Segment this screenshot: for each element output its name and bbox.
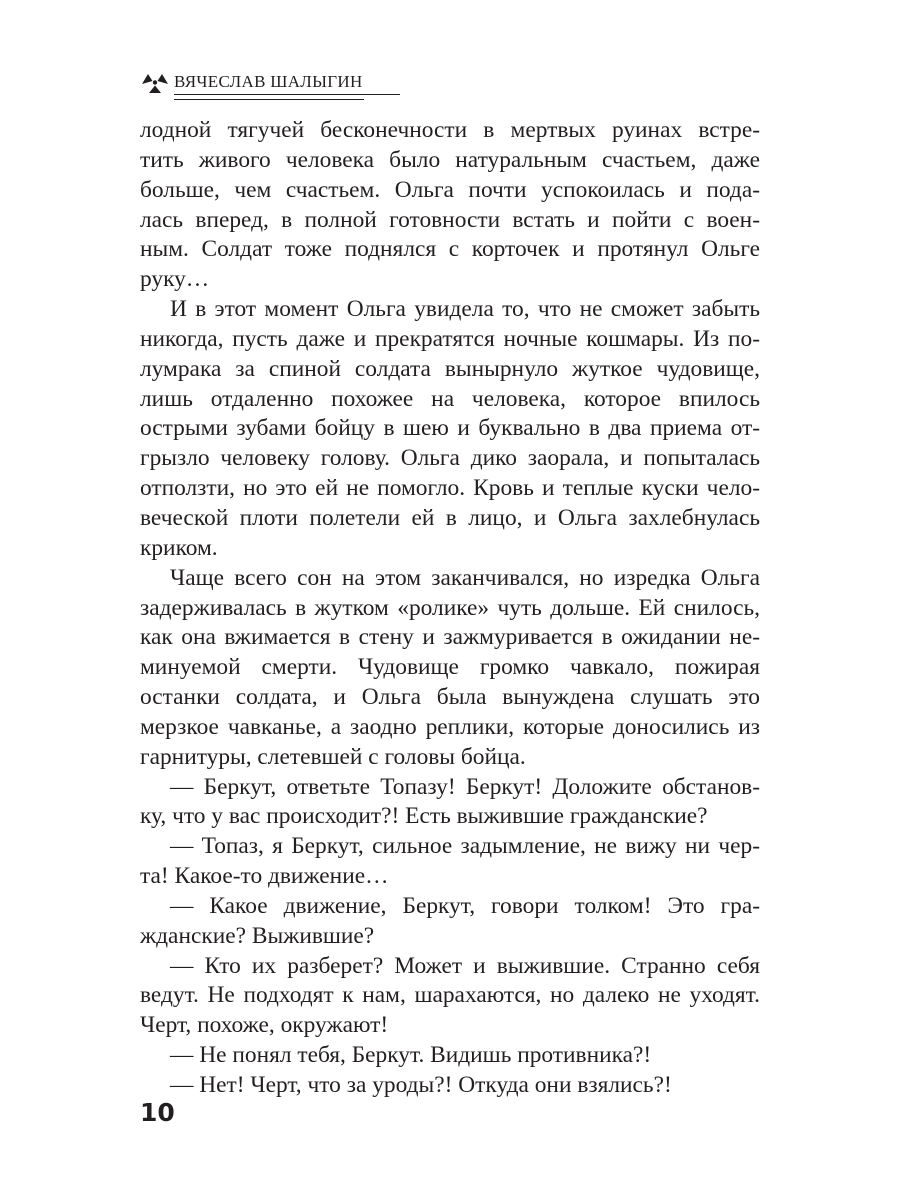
dialogue-paragraph bbox=[140, 773, 760, 833]
running-head bbox=[140, 68, 400, 100]
text-line: криком. bbox=[140, 534, 218, 561]
paragraph bbox=[140, 116, 760, 295]
text-line: — Какое движение, Беркут, говори толком! Это гра- bbox=[170, 892, 760, 919]
text-line: ным. Солдат тоже поднялся с корточек и протянул Ольге bbox=[140, 236, 760, 263]
text-line: та! Какое-то движение… bbox=[140, 863, 389, 890]
header-rule-secondary bbox=[174, 99, 364, 100]
dialogue-paragraph bbox=[140, 1041, 760, 1071]
text-line: Черт, похоже, окружают! bbox=[140, 1012, 389, 1039]
text-line: задерживалась в жутком «ролике» чуть дольше. Ей снилось, bbox=[140, 594, 760, 621]
paragraph bbox=[140, 295, 760, 564]
text-line: ку, что у вас происходит?! Есть выжившие гражданские? bbox=[140, 803, 708, 830]
text-line: отползти, но это ей не помогло. Кровь и теплые куски чело- bbox=[140, 475, 760, 502]
text-line: — Не понял тебя, Беркут. Видишь противника?! bbox=[170, 1042, 652, 1069]
text-line: веческой плоти полетели ей в лицо, и Ольга захлебнулась bbox=[140, 504, 760, 531]
text-line: грызло человеку голову. Ольга дико заорала, и попыталась bbox=[140, 445, 760, 472]
dialogue-paragraph bbox=[140, 1071, 760, 1101]
text-line: ведут. Не подходят к нам, шарахаются, но далеко не уходят. bbox=[140, 982, 760, 1009]
text-line: — Топаз, я Беркут, сильное задымление, не вижу ни чер- bbox=[170, 833, 760, 860]
text-line: никогда, пусть даже и прекратятся ночные кошмары. Из по- bbox=[140, 325, 760, 352]
text-line: тить живого человека было натуральным счастьем, даже bbox=[140, 146, 760, 173]
radiation-trefoil-icon bbox=[140, 70, 170, 96]
body-text bbox=[140, 116, 760, 1101]
text-line: мерзкое чавканье, а заодно реплики, которые доносились из bbox=[140, 713, 760, 740]
text-line: лодной тягучей бесконечности в мертвых руинах встре- bbox=[140, 117, 760, 143]
text-line: как она вжимается в стену и зажмуривается в ожидании не- bbox=[140, 624, 760, 651]
dialogue-paragraph bbox=[140, 892, 760, 952]
text-line: лишь отдаленно похожее на человека, которое впилось bbox=[140, 385, 760, 412]
text-line: — Кто их разберет? Может и выжившие. Странно себя bbox=[170, 952, 760, 979]
text-line: лумрака за спиной солдата вынырнуло жуткое чудовище, bbox=[140, 355, 760, 382]
text-line: — Беркут, ответьте Топазу! Беркут! Доложите обстанов- bbox=[170, 773, 760, 800]
text-line: острыми зубами бойцу в шею и буквально в два приема от- bbox=[140, 415, 760, 442]
header-rule bbox=[174, 94, 400, 95]
text-line: минуемой смерти. Чудовище громко чавкало, пожирая bbox=[140, 654, 760, 681]
paragraph bbox=[140, 564, 760, 773]
dialogue-paragraph bbox=[140, 952, 760, 1042]
page-number: 10 bbox=[140, 1098, 175, 1127]
text-line: останки солдата, и Ольга была вынуждена слушать это bbox=[140, 684, 760, 711]
text-line: руку… bbox=[140, 266, 210, 293]
author-name: ВЯЧЕСЛАВ ШАЛЫГИН bbox=[174, 72, 363, 91]
text-line: лась вперед, в полной готовности встать и пойти с воен- bbox=[140, 206, 760, 233]
dialogue-paragraph bbox=[140, 832, 760, 892]
text-line: Чаще всего сон на этом заканчивался, но изредка Ольга bbox=[170, 564, 760, 591]
text-line: гарнитуры, слетевшей с головы бойца. bbox=[140, 743, 526, 770]
text-line: больше, чем счастьем. Ольга почти успокоилась и пода- bbox=[140, 176, 760, 203]
text-line: жданские? Выжившие? bbox=[140, 922, 375, 949]
text-line: — Нет! Черт, что за уроды?! Откуда они взялись?! bbox=[170, 1072, 672, 1098]
text-line: И в этот момент Ольга увидела то, что не сможет забыть bbox=[170, 296, 760, 323]
